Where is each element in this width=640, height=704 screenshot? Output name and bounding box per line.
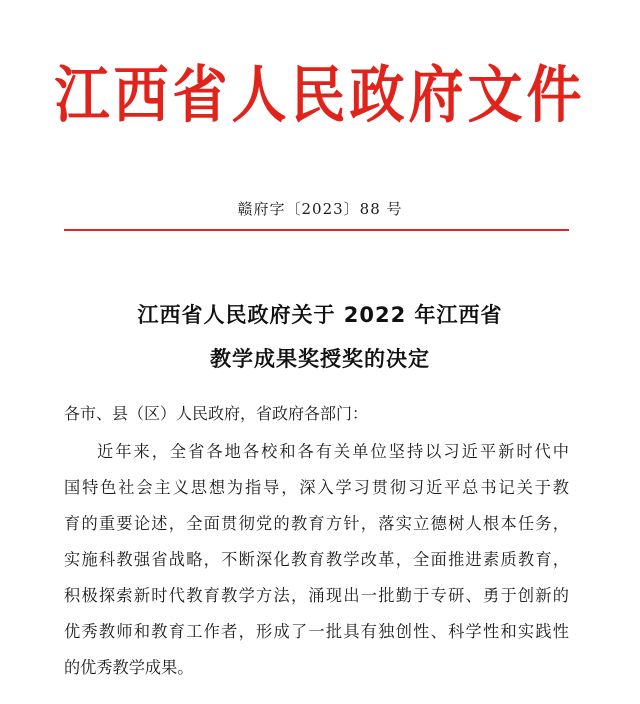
document-title-line-1: 江西省人民政府关于 2022 年江西省 — [137, 303, 503, 327]
issuer-header: 江西省人民政府文件 — [54, 58, 586, 131]
document-number: 赣府字〔2023〕88 号 — [237, 200, 403, 218]
paragraph-line: 近年来，全省各地各校和各有关单位坚持以习近平新时代中 — [97, 442, 569, 461]
document-title-line-2: 教学成果奖授奖的决定 — [210, 347, 430, 371]
paragraph-line: 育的重要论述，全面贯彻党的教育方针，落实立德树人根本任务， — [64, 514, 569, 533]
addressee-line: 各市、县（区）人民政府，省政府各部门： — [64, 404, 369, 423]
paragraph-line: 积极探索新时代教育教学方法，涌现出一批勤于专研、勇于创新的 — [64, 586, 569, 605]
red-divider-line — [64, 229, 569, 231]
paragraph-line: 的优秀教学成果。 — [64, 658, 194, 677]
paragraph-line: 国特色社会主义思想为指导，深入学习贯彻习近平总书记关于教 — [64, 478, 569, 497]
paragraph-line: 实施科教强省战略，不断深化教育教学改革，全面推进素质教育， — [64, 550, 569, 569]
paragraph-line: 优秀教师和教育工作者，形成了一批具有独创性、科学性和实践性 — [64, 622, 569, 641]
